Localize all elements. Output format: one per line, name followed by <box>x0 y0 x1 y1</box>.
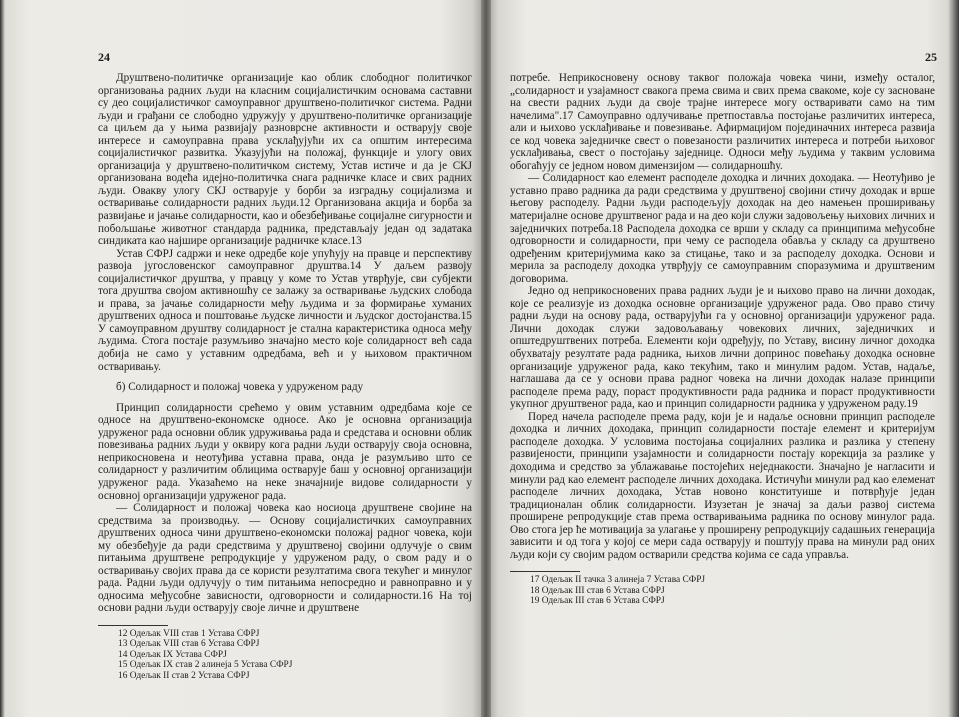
footnote: 16 Одељак II став 2 Устава СФРЈ <box>118 670 250 681</box>
page-number-left: 24 <box>98 50 110 64</box>
footnote: 19 Одељак III став 6 Устава СФРЈ <box>530 596 665 607</box>
paragraph: потребе. Неприкосновену основу таквог положаја човека чини, између осталог, „солидарност и узајамност свакога према свима и свих према свакоме, које су засноване на свести радних људи да своје трајне интересе могу остваривати само на тим начелима".17 Самоуправно одлучивање претпоставља постојање различитих интереса, али и њихово усклађивање и повезивање. Афирмацијом појединачних интереса развија се код човека заједничке свест о повезаности различитих интереса и потреби њиховог усклађивања, свест о постојању заједнице. Односи међу људима у таквим условима обогаћују се једном новом димензијом — солидарношћу. <box>510 72 935 172</box>
paragraph: Поред начела расподеле према раду, који је и надаље основни принцип расподеле доходка и личних доходака, принцип солидарности постаје елемент и критеријум расподеле доходка. У условима постојања социјалних разлика и разлика у степену развијености, принципи узајамности и солидарности постају корекција за разлике у доходима и средство за ублажавање постојећих неједнакости. Значајно је нагласити и минули рад као елемент расподеле личних доходака. Истичући минули рад као елеменат расподеле личних доходака, Устав новоно конституише и потврђује један традиционалан облик солидарности. Изузетан је значај за даљи развој система проширене репродукције став према остваривањима радника по основу минулог рада. Ово стога јер ће мотивација за улагање у проширену репродукцију садашњих генерација зависити и од тога у којој се мери сада остварују и поштују права на минули рад оних људи који су својим радом остварили средства којима се сада управља. <box>510 410 935 561</box>
paragraph: Устав СФРЈ садржи и неке одредбе које упућују на правце и перспективу развоја југословенског самоуправног друштва.14 У даљем развоју социјалистичког друштва, у правцу у коме то Устав утврђује, сви субјекти тога друштва својом активношћу се залажу за остваривање људских слобода и права, за јачање солидарности међу људима и за формирање хуманих друштвених односа и поштовање људске личности и људског достојанства.15 У самоуправном друштву солидарност је стална карактеристика односа међу људима. Стога постаје разумљиво значајно место које солидарност већ сада добија не само у уставним одредбама, већ и у њиховом практичном остваривању. <box>98 247 472 373</box>
paragraph: Друштвено-политичке организације као облик слободног политичког организовања радних људи на класним социјалистичким основама саставни су део социјалистичког самоуправног друштвено-политичког система. Радни људи и грађани се слободно удружују у друштвено-политичке организације са циљем да у њима развијају разноврсне активности и остварују своје интересе и самоуправна права усклађујући их са општим интересима социјалистичког развитка. Указујући на положај, функције и улогу ових организација у друштвено-политичком систему, Устав истиче и да је СКЈ организована водећа идејно-политичка снага радничке класе и свих радних људи. Овакву улогу СКЈ остварује у борби за изградњу социјализма и остваривање солидарности радних људи.12 Организована акција и борба за развијање и јачање солидарности, као и обезбеђивање социјалне сигурности и побољшање животног стандарда радника, представљају један од задатака синдиката као најшире организације радничке класе.13 <box>98 72 472 248</box>
paragraph: — Солидарност као елемент расподеле доходка и личних доходака. — Неотуђиво је уставно право радника да ради средствима у друштвеној својини стичу доходак и врше његову расподелу. Радни људи расподељују доходак на део намењен проширивању материјалне основе друштвеног рада и на део који служи задовољењу њихових личних и заједничких потреба.18 Расподела доходка се врши у складу са принципима међусобне одговорности и солидарности, при чему се расподела обавља у складу са друштвено одређеним критеријумима како за стицање, тако и за расподелу доходка. Основи и мерила за расподелу доходка утврђују се самоуправним споразумима и друштвеним договорима. <box>510 172 935 285</box>
paragraph: Једно од неприкосновених права радних људи је и њихово право на лични доходак, које се реализује из доходка основне организације удруженог рада. Ово право стичу радни људи на основу рада, остварујући га у основној организацији удруженог рада. Лични доходак служи задовољавању човекових личних, заједничких и општедруштвених потреба. Елементи који одређују, по Уставу, висину личног доходка обухватају резултате рада радника, њихов лични допринос повећању доходка основне организације удруженог рада, како текућим, тако и минулим радом. Устав, надаље, наглашава да се у основи права радног човека на лични доходак налазе принципи расподеле према раду, пораст продуктивности рада радника и пораст продуктивности укупног друштвеног рада, као и принцип солидарности радника у удруженом раду.19 <box>510 285 935 411</box>
paragraph: Принцип солидарности срећемо у овим уставним одредбама које се односе на друштвено-економске односе. Ако је основна организација удруженог рада основни облик удруживања рада и средстава и основни облик повезивања радних људи у оквиру кога радни људи остварују своја основна, неприкосновена и неотуђива уставна права, онда је разумљиво што се солидарност у различитим облицима остварује баш у основној организацији удруженог рада. Указаћемо на неке значајније видове солидарности у основној организацији удруженог рада. <box>98 401 472 502</box>
footnote: 15 Одељак IX став 2 алинеја 5 Устава СФРЈ <box>118 660 293 671</box>
footnote: 14 Одељак IX Устава СФРЈ <box>118 649 227 660</box>
footnote-rule <box>98 625 168 626</box>
footnote: 13 Одељак VIII став 6 Устава СФРЈ <box>118 639 260 650</box>
page-number-right: 25 <box>925 50 937 64</box>
footnote: 18 Одељак III став 6 Устава СФРЈ <box>530 585 665 596</box>
subheading: б) Солидарност и положај човека у удруженом раду <box>116 381 364 394</box>
footnotes-right <box>510 575 935 606</box>
footnotes-left <box>98 629 472 681</box>
footnote: 12 Одељак VIII став 1 Устава СФРЈ <box>118 628 260 639</box>
footnote: 17 Одељак II тачка 3 алинеја 7 Устава СФРЈ <box>530 575 706 586</box>
footnote-rule <box>510 571 580 572</box>
paragraph: — Солидарност и положај човека као носиоца друштвене својине на средствима за производњу. — Основу социјалистичких самоуправних друштвених односа чини друштвено-економски положај радног човека, који му обезбеђује да ради средствима у друштвеној својини одлучује о свим питањима друштвене репродукције у удруженом раду, о свом раду и о остваривању својих права да се користи резултатима свога текућег и минулог рада. Радни људи одлучују о тим питањима непосредно и равноправно и у односима међусобне зависности, одговорности и солидарности.16 На тој основи радни људи остварују своје личне и друштвене <box>98 502 472 615</box>
right-page <box>486 0 959 717</box>
right-page-text <box>510 72 935 607</box>
left-page-text <box>98 72 472 681</box>
book-gutter <box>481 0 491 717</box>
